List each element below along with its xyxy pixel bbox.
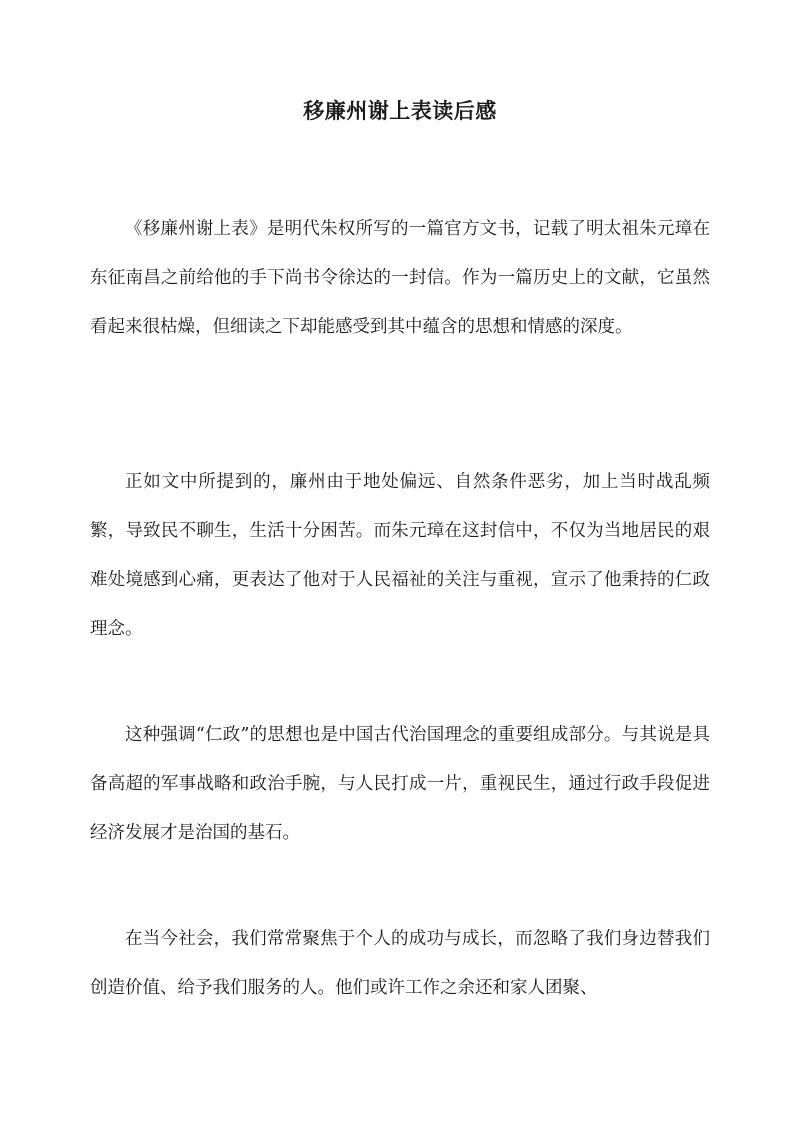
paragraph-4: 在当今社会，我们常常聚焦于个人的成功与成长，而忽略了我们身边替我们创造价值、给予我们服务的人。他们或许工作之余还和家人团聚、: [90, 929, 710, 998]
paragraph-3: 这种强调“仁政”的思想也是中国古代治国理念的重要组成部分。与其说是具备高超的军事战略和政治手腕，与人民打成一片，重视民生，通过行政手段促进经济发展才是治国的基石。: [90, 725, 710, 843]
paragraph-2: 正如文中所提到的，廉州由于地处偏远、自然条件恶劣，加上当时战乱频繁，导致民不聊生，生活十分困苦。而朱元璋在这封信中，不仅为当地居民的艰难处境感到心痛，更表达了他对于人民福祉的关注与重视，宣示了他秉持的仁政理念。: [90, 472, 710, 639]
document-title: 移廉州谢上表读后感: [303, 98, 497, 123]
paragraph-1: 《移廉州谢上表》是明代朱权所写的一篇官方文书，记载了明太祖朱元璋在东征南昌之前给他的手下尚书令徐达的一封信。作为一篇历史上的文献，它虽然看起来很枯燥，但细读之下却能感受到其中蕴含的思想和情感的深度。: [90, 219, 710, 337]
